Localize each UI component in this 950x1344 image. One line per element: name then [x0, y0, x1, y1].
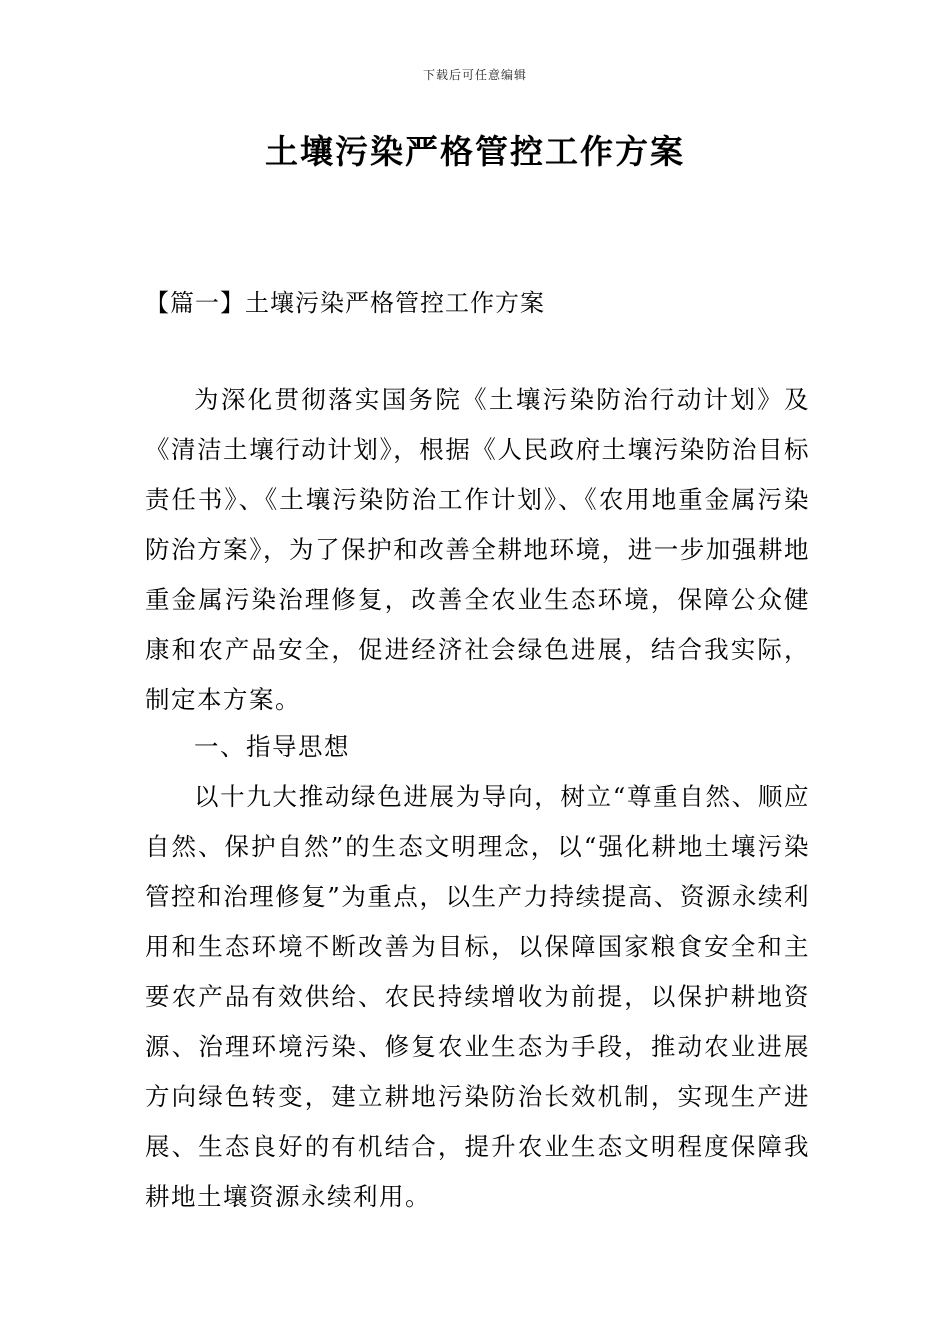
intro-paragraph: 为深化贯彻落实国务院《土壤污染防治行动计划》及《清洁土壤行动计划》，根据《人民政府土壤污染防治目标责任书》、《土壤污染防治工作计划》、《农用地重金属污染防治方案》，为了保护和改善全耕地环境，进一步加强耕地重金属污染治理修复，改善全农业生态环境，保障公众健康和农产品安全，促进经济社会绿色进展，结合我实际，制定本方案。: [145, 385, 810, 714]
download-note: 下载后可任意编辑: [422, 68, 527, 82]
guiding-thought-paragraph: 以十九大推动绿色进展为导向，树立“尊重自然、顺应自然、保护自然”的生态文明理念，以“强化耕地土壤污染管控和治理修复”为重点，以生产力持续提高、资源永续利用和生态环境不断改善为目标，以保障国家粮食安全和主要农产品有效供给、农民持续增收为前提，以保护耕地资源、治理环境污染、修复农业生态为手段，推动农业进展方向绿色转变，建立耕地污染防治长效机制，实现生产进展、生态良好的有机结合，提升农业生态文明程度保障我耕地土壤资源永续利用。: [145, 782, 810, 1211]
page-title: 土壤污染严格管控工作方案: [265, 132, 685, 171]
section-heading: 【篇一】土壤污染严格管控工作方案: [145, 289, 545, 317]
subheading-guiding-thought: 一、指导思想: [194, 732, 350, 761]
